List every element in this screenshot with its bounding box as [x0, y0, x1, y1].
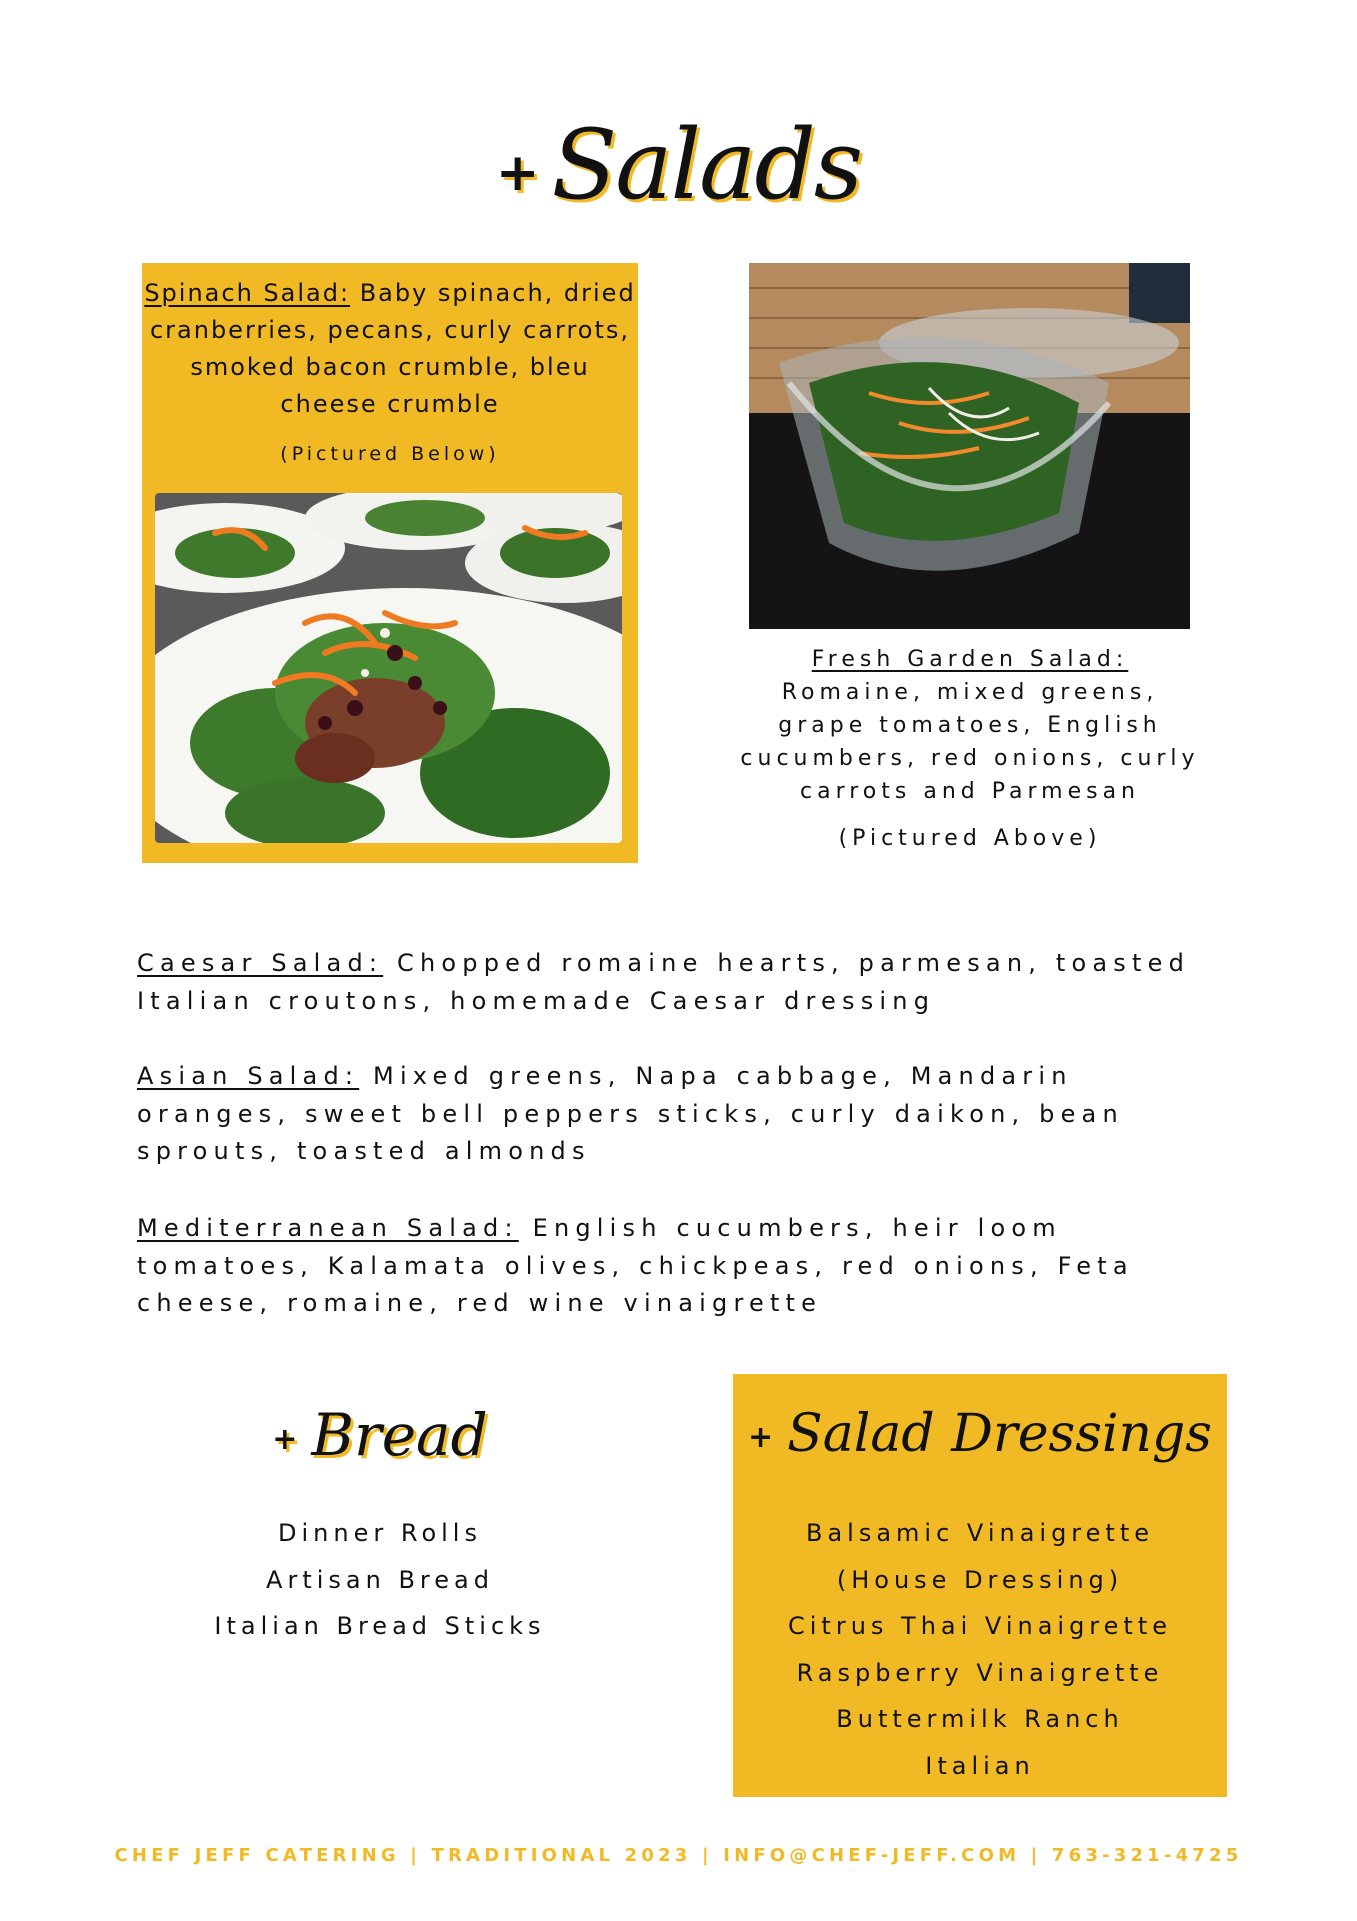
spinach-salad-photo [155, 493, 622, 843]
dressing-item: (House Dressing) [836, 1565, 1124, 1594]
garden-salad-description [740, 643, 1200, 808]
garden-salad-desc: Romaine, mixed greens, grape tomatoes, English cucumbers, red onions, curly carrots and Parmesan [740, 680, 1200, 804]
dressing-item: Citrus Thai Vinaigrette [788, 1612, 1172, 1640]
asian-salad-item [137, 1058, 1227, 1171]
spinach-salad-card [142, 263, 638, 863]
spinach-salad-description [142, 275, 638, 423]
title-plus: + [495, 143, 538, 203]
mediterranean-salad-item [137, 1210, 1227, 1323]
dressings-title: Salad Dressings [787, 1404, 1212, 1464]
bread-list [180, 1510, 580, 1650]
bread-heading [180, 1395, 580, 1480]
asian-salad-name: Asian Salad: [137, 1062, 360, 1090]
dressings-plus: + [747, 1419, 774, 1455]
salad-dressings-heading [733, 1394, 1227, 1478]
bread-item: Italian Bread Sticks [214, 1612, 546, 1640]
spinach-pictured-note: (Pictured Below) [280, 443, 500, 465]
garden-salad-photo [749, 263, 1190, 629]
footer-contact: CHEF JEFF CATERING | TRADITIONAL 2023 | INFO@CHEF-JEFF.COM | 763-321-4725 [114, 1845, 1243, 1866]
garden-salad-name: Fresh Garden Salad: [811, 647, 1129, 672]
spinach-salad-name: Spinach Salad: [144, 279, 351, 307]
caesar-salad-name: Caesar Salad: [137, 949, 384, 977]
bread-title: Bread [311, 1401, 488, 1469]
dressing-item: Raspberry Vinaigrette [796, 1658, 1164, 1687]
caesar-salad-desc: Chopped romaine hearts, parmesan, toasted Italian croutons, homemade Caesar dressing [137, 949, 1191, 1015]
page-title [0, 105, 1357, 233]
bread-item: Artisan Bread [266, 1565, 494, 1594]
caesar-salad-item [137, 945, 1227, 1020]
dressing-item: Buttermilk Ranch [836, 1705, 1124, 1733]
salad-dressings-card [733, 1374, 1227, 1797]
mediterranean-salad-desc: English cucumbers, heir loom tomatoes, Kalamata olives, chickpeas, red onions, Feta cheese, romaine, red wine vinaigrette [137, 1214, 1134, 1317]
garden-pictured-note: (Pictured Above) [838, 826, 1102, 851]
dressing-item: Italian [925, 1751, 1035, 1780]
title-text: Salads [551, 109, 862, 221]
mediterranean-salad-name: Mediterranean Salad: [137, 1214, 519, 1242]
spinach-salad-desc: Baby spinach, dried cranberries, pecans, curly carrots, smoked bacon crumble, bleu cheese crumble [149, 279, 636, 418]
asian-salad-desc: Mixed greens, Napa cabbage, Mandarin oranges, sweet bell peppers sticks, curly daikon, bean sprouts, toasted almonds [137, 1062, 1124, 1165]
bread-item: Dinner Rolls [278, 1519, 482, 1547]
dressings-list [733, 1510, 1227, 1789]
dressing-item: Balsamic Vinaigrette [806, 1519, 1154, 1547]
bread-plus: + [272, 1421, 298, 1457]
